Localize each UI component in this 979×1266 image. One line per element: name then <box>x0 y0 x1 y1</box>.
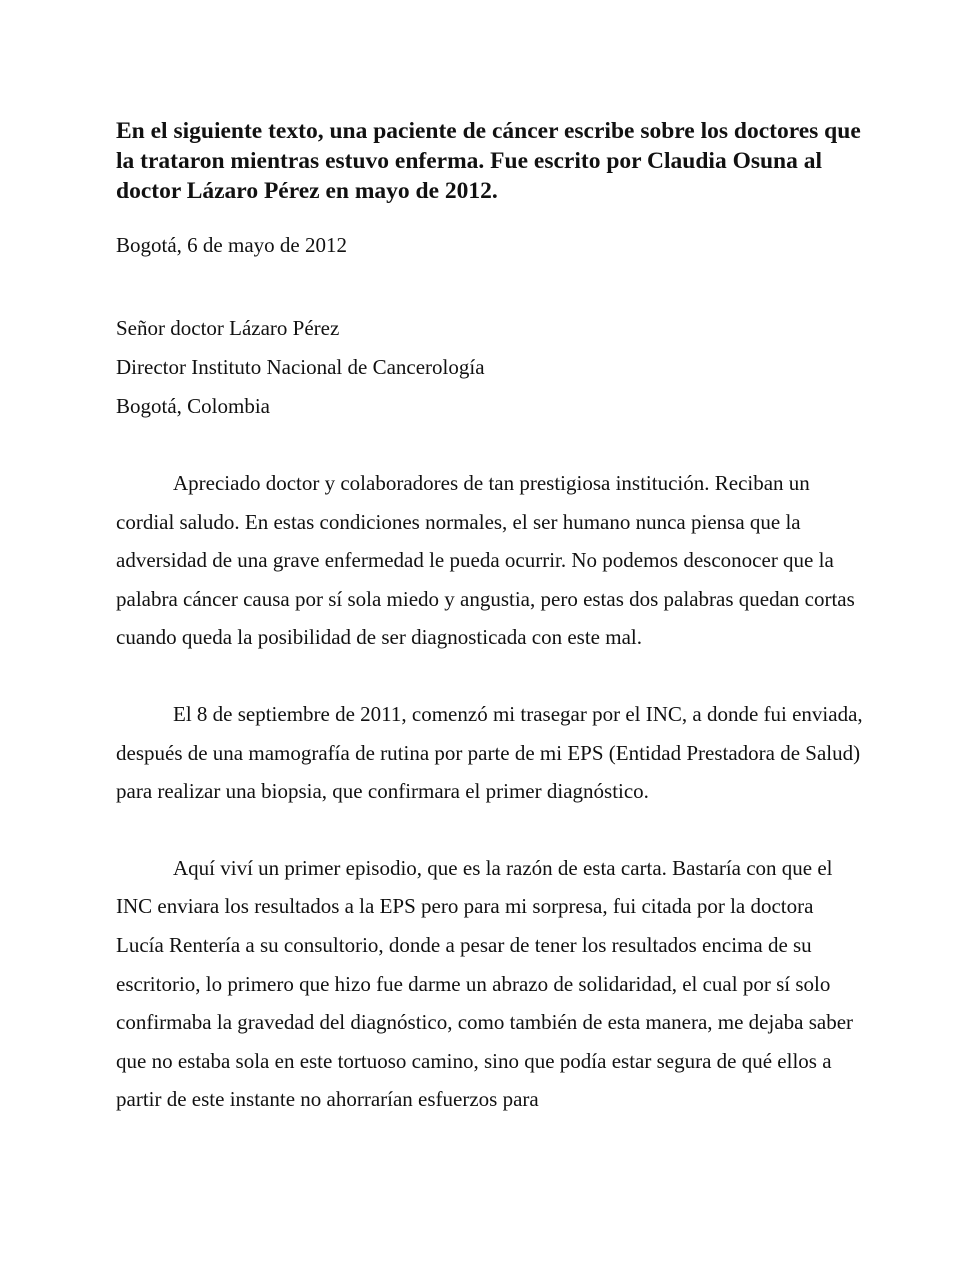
letter-paragraph: Aquí viví un primer episodio, que es la razón de esta carta. Bastaría con que el INC enviara los resultados a la EPS pero para mi sorpresa, fui citada por la doctora Lucía Rentería a su consultorio, donde a pesar de tener los resultados encima de su escritorio, lo primero que hizo fue darme un abrazo de solidaridad, el cual por sí solo confirmaba la gravedad del diagnóstico, como también de esta manera, me dejaba saber que no estaba sola en este tortuoso camino, sino que podía estar segura de qué ellos a partir de este instante no ahorrarían esfuerzos para <box>116 855 854 1112</box>
addressee-location: Bogotá, Colombia <box>116 394 270 418</box>
letter-paragraph: El 8 de septiembre de 2011, comenzó mi trasegar por el INC, a donde fui enviada, después de una mamografía de rutina por parte de mi EPS (Entidad Prestadora de Salud) para realizar una biopsia, que confirmara el primer diagnóstico. <box>116 701 863 804</box>
intro-heading: En el siguiente texto, una paciente de cáncer escribe sobre los doctores que la trataron mientras estuvo enferma. Fue escrito por Claudia Osuna al doctor Lázaro Pérez en mayo de 2012. <box>116 118 861 204</box>
document-page <box>116 116 864 1119</box>
letter-date: Bogotá, 6 de mayo de 2012 <box>116 233 347 257</box>
letter-paragraph: Apreciado doctor y colaboradores de tan prestigiosa institución. Reciban un cordial saludo. En estas condiciones normales, el ser humano nunca piensa que la adversidad de una grave enfermedad le pueda ocurrir. No podemos desconocer que la palabra cáncer causa por sí sola miedo y angustia, pero estas dos palabras quedan cortas cuando queda la posibilidad de ser diagnosticada con este mal. <box>116 471 855 650</box>
addressee-block <box>116 309 864 426</box>
addressee-name: Señor doctor Lázaro Pérez <box>116 316 340 340</box>
addressee-title: Director Instituto Nacional de Cancerología <box>116 355 485 379</box>
